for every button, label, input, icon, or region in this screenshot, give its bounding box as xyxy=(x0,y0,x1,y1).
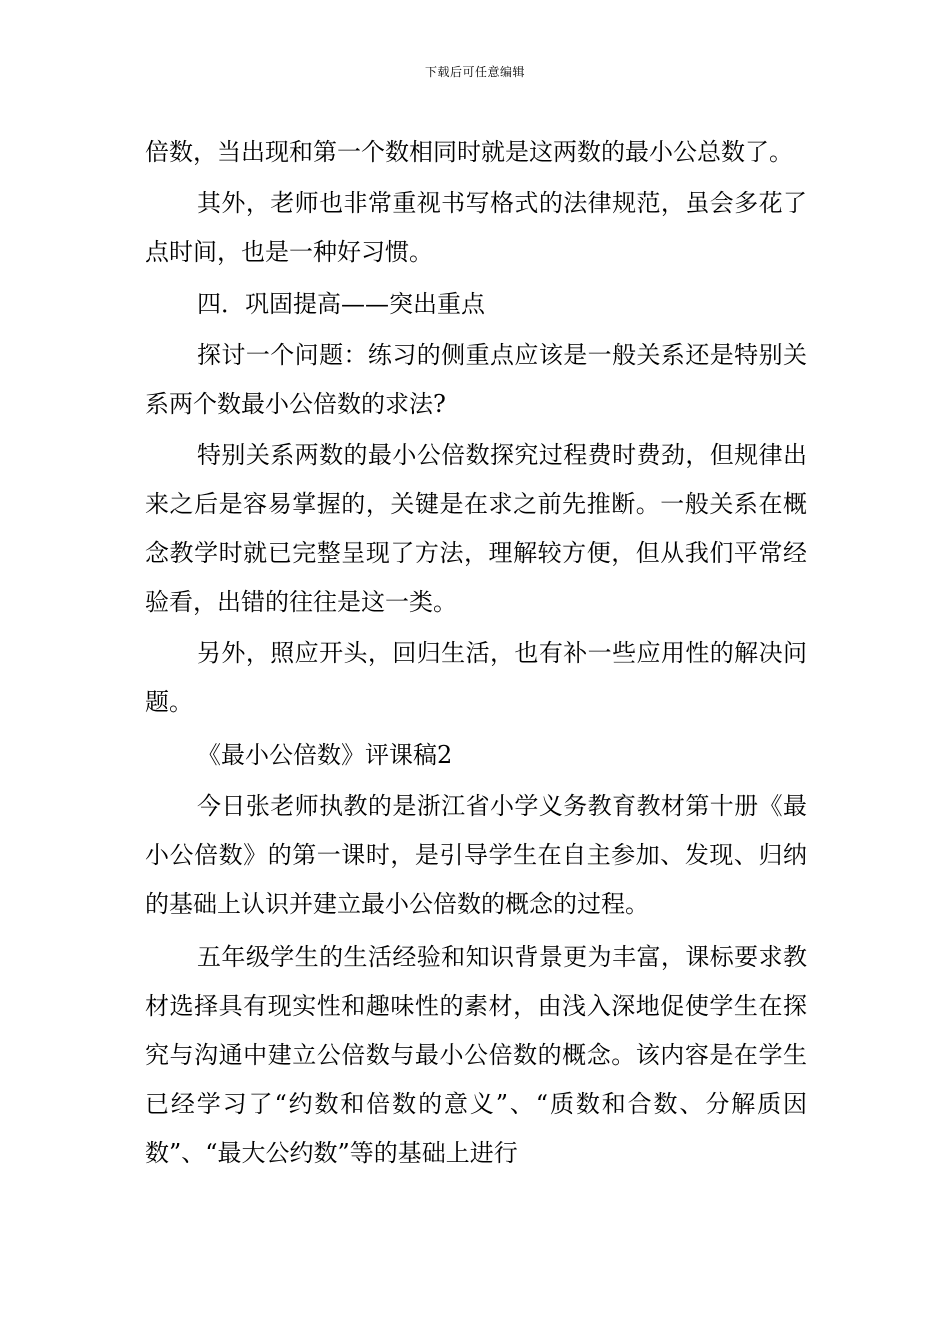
paragraph: 另外，照应开头，回归生活，也有补一些应用性的解决问题。 xyxy=(145,639,807,717)
paragraph: 五年级学生的生活经验和知识背景更为丰富，课标要求教材选择具有现实性和趣味性的素材，由浅入深地促使学生在探究与沟通中建立公倍数与最小公倍数的概念。该内容是在学生已经学习了“约数和倍数的意义”、“质数和合数、分解质因数”、“最大公约数”等的基础上进行 xyxy=(145,942,807,1167)
document-body xyxy=(145,128,807,1180)
paragraph-continuation: 倍数，当出现和第一个数相同时就是这两数的最小公总数了。 xyxy=(145,138,793,166)
paragraph: 探讨一个问题：练习的侧重点应该是一般关系还是特别关系两个数最小公倍数的求法? xyxy=(145,340,807,418)
paragraph: 特别关系两数的最小公倍数探究过程费时费劲，但规律出来之后是容易掌握的，关键是在求之前先推断。一般关系在概念教学时就已完整呈现了方法，理解较方便，但从我们平常经验看，出错的往往是这一类。 xyxy=(145,441,807,617)
article-title: 《最小公倍数》评课稿2 xyxy=(197,741,453,770)
section-heading: 四．巩固提高——突出重点 xyxy=(197,289,485,318)
page-header: 下载后可任意编辑 xyxy=(424,65,525,79)
paragraph: 其外，老师也非常重视书写格式的法律规范，虽会多花了点时间，也是一种好习惯。 xyxy=(145,189,807,267)
paragraph: 今日张老师执教的是浙江省小学义务教育教材第十册《最小公倍数》的第一课时，是引导学生在自主参加、发现、归纳的基础上认识并建立最小公倍数的概念的过程。 xyxy=(145,792,807,919)
